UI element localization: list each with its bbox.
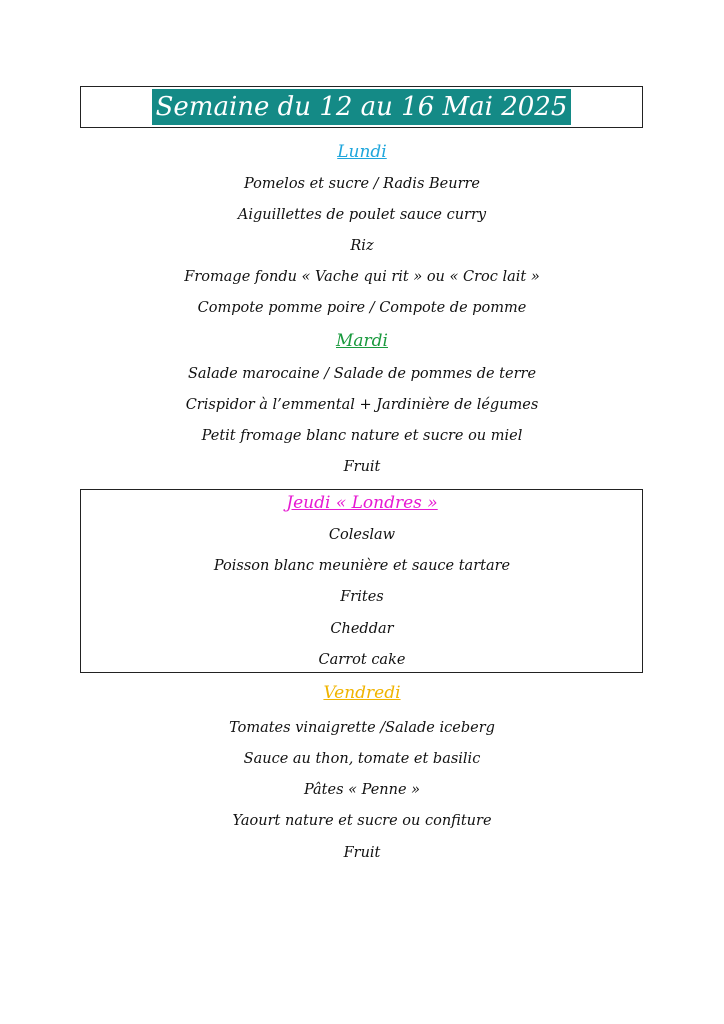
day-heading-mardi: Mardi	[336, 331, 388, 351]
menu-item: Petit fromage blanc nature et sucre ou miel	[201, 428, 523, 444]
menu-item: Fruit	[343, 459, 381, 475]
menu-item: Fruit	[343, 845, 381, 861]
menu-item: Compote pomme poire / Compote de pomme	[197, 300, 527, 316]
menu-item: Salade marocaine / Salade de pommes de terre	[187, 366, 537, 382]
menu-item: Poisson blanc meunière et sauce tartare	[213, 558, 511, 574]
title-box	[80, 86, 643, 128]
menu-item: Frites	[340, 589, 384, 605]
menu-item: Fromage fondu « Vache qui rit » ou « Croc lait »	[184, 269, 540, 285]
menu-item: Crispidor à l’emmental + Jardinière de légumes	[185, 397, 539, 413]
jeudi-box	[80, 489, 643, 673]
menu-item: Cheddar	[330, 621, 394, 637]
menu-item: Coleslaw	[328, 527, 396, 543]
menu-item: Tomates vinaigrette /Salade iceberg	[229, 720, 495, 736]
menu-item: Aiguillettes de poulet sauce curry	[237, 207, 487, 223]
day-heading-vendredi: Vendredi	[323, 683, 401, 703]
menu-item: Sauce au thon, tomate et basilic	[243, 751, 481, 767]
menu-item: Riz	[350, 238, 374, 254]
menu-item: Yaourt nature et sucre ou confiture	[232, 813, 492, 829]
menu-item: Pâtes « Penne »	[303, 782, 421, 798]
day-heading-lundi: Lundi	[337, 142, 387, 162]
menu-item: Pomelos et sucre / Radis Beurre	[243, 176, 481, 192]
day-heading-jeudi: Jeudi « Londres »	[286, 493, 438, 513]
menu-item: Carrot cake	[318, 652, 406, 668]
page-title: Semaine du 12 au 16 Mai 2025	[152, 89, 572, 125]
